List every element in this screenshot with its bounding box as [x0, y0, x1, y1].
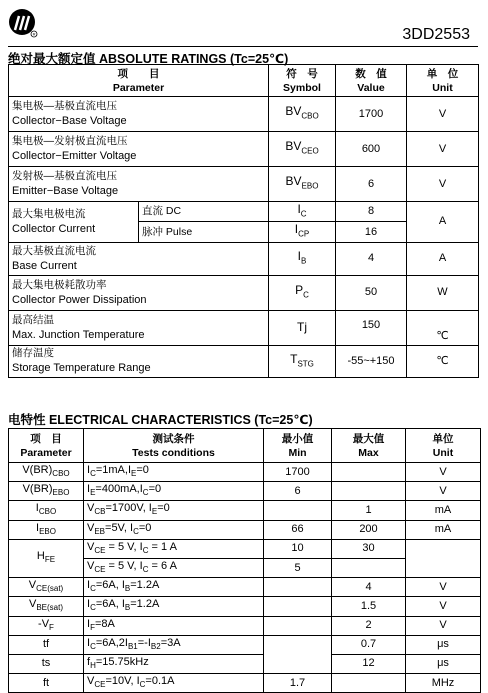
abs-param: 集电极—发射极直流电压 Collector−Emitter Voltage — [9, 132, 269, 167]
elec-min — [264, 635, 332, 673]
elec-row — [9, 578, 481, 597]
elec-char-table — [8, 428, 481, 693]
abs-param: 集电极—基极直流电压 Collector−Base Voltage — [9, 97, 269, 132]
abs-unit: A — [407, 242, 479, 275]
abs-row — [9, 97, 479, 132]
elec-unit: μs — [406, 654, 481, 673]
abs-value: 4 — [336, 242, 407, 275]
elec-max — [332, 674, 406, 693]
abs-ic-dc-label: 直流 DC — [139, 202, 269, 222]
abs-unit: V — [407, 132, 479, 167]
abs-row-tstg — [9, 345, 479, 377]
abs-row — [9, 132, 479, 167]
elec-row-tf — [9, 635, 481, 654]
elec-row — [9, 520, 481, 539]
elec-max — [332, 558, 406, 577]
abs-value: 600 — [336, 132, 407, 167]
elec-unit: V — [406, 616, 481, 635]
elec-max: 1.5 — [332, 597, 406, 616]
elec-max: 4 — [332, 578, 406, 597]
abs-value: 8 — [336, 202, 407, 222]
abs-h-unit: 单 位 Unit — [407, 65, 479, 97]
abs-value: 50 — [336, 275, 407, 310]
abs-symbol: $I_{CP}$ — [269, 222, 336, 242]
elec-param: $V(BR)_{EBO}$ — [9, 482, 84, 501]
elec-min — [264, 616, 332, 635]
abs-unit: V — [407, 167, 479, 202]
abs-value: 150 — [336, 310, 407, 345]
elec-min: 5 — [264, 558, 332, 577]
abs-unit: ℃ — [407, 310, 479, 345]
elec-max: 30 — [332, 539, 406, 558]
abs-h-value: 数 值 Value — [336, 65, 407, 97]
abs-section-title: 绝对最大额定值 ABSOLUTE RATINGS (Tc=25℃) — [8, 52, 289, 66]
elec-row-ft — [9, 674, 481, 693]
elec-cond: $V_{EB}=5V$, $I_C=0$ — [84, 520, 264, 539]
elec-unit: μs — [406, 635, 481, 654]
elec-cond: $f_H=15.75kHz$ — [84, 654, 264, 673]
elec-min — [264, 597, 332, 616]
elec-cond: $V_{CE}=10V$, $I_C=0.1A$ — [84, 674, 264, 693]
elec-min: 1.7 — [264, 674, 332, 693]
elec-min: 66 — [264, 520, 332, 539]
elec-h-unit: 单位 Unit — [406, 429, 481, 463]
elec-h-max: 最大值 Max — [332, 429, 406, 463]
elec-row — [9, 616, 481, 635]
abs-symbol: Tj — [269, 310, 336, 345]
abs-unit: ℃ — [407, 345, 479, 377]
part-number: 3DD2553 — [402, 26, 470, 43]
elec-cond: $V_{CE} = 5$ V, $I_C = 6$ A — [84, 558, 264, 577]
abs-h-param: 项 目 Parameter — [9, 65, 269, 97]
svg-text:R: R — [32, 31, 36, 37]
elec-cond: $I_C=1mA,I_E=0$ — [84, 463, 264, 482]
elec-max: 2 — [332, 616, 406, 635]
abs-ic-pulse-label: 脉冲 Pulse — [139, 222, 269, 242]
elec-param: $I_{CBO}$ — [9, 501, 84, 520]
elec-max — [332, 463, 406, 482]
elec-h-min: 最小值 Min — [264, 429, 332, 463]
elec-section-title: 电特性 ELECTRICAL CHARACTERISTICS (Tc=25℃) — [8, 413, 313, 427]
elec-row — [9, 482, 481, 501]
abs-param: 发射极—基极直流电压 Emitter−Base Voltage — [9, 167, 269, 202]
abs-row — [9, 242, 479, 275]
abs-row — [9, 167, 479, 202]
elec-row — [9, 463, 481, 482]
elec-row — [9, 501, 481, 520]
elec-row-ts — [9, 654, 481, 673]
company-logo — [8, 8, 38, 38]
elec-cond: $I_C=6A$, $I_B=1.2A$ — [84, 597, 264, 616]
elec-param: ts — [9, 654, 84, 673]
elec-row — [9, 597, 481, 616]
abs-value: 1700 — [336, 97, 407, 132]
elec-min: 6 — [264, 482, 332, 501]
abs-param: 最大集电极耗散功率 Collector Power Dissipation — [9, 275, 269, 310]
elec-header-row — [9, 429, 481, 463]
elec-cond: $I_E=400mA,I_C=0$ — [84, 482, 264, 501]
elec-h-cond: 测试条件 Tests conditions — [84, 429, 264, 463]
elec-cond: $V_{CB}=1700V$, $I_E=0$ — [84, 501, 264, 520]
abs-h-symbol: 符 号 Symbol — [269, 65, 336, 97]
abs-symbol: $T_{STG}$ — [269, 345, 336, 377]
elec-param: ft — [9, 674, 84, 693]
abs-unit: W — [407, 275, 479, 310]
abs-param: 最大基极直流电流 Base Current — [9, 242, 269, 275]
elec-min — [264, 578, 332, 597]
abs-param: 最高结温 Max. Junction Temperature — [9, 310, 269, 345]
elec-row-hfe-1 — [9, 539, 481, 558]
abs-value: -55~+150 — [336, 345, 407, 377]
elec-param: $V_{CE(sat)}$ — [9, 578, 84, 597]
elec-param: $V(BR)_{CBO}$ — [9, 463, 84, 482]
elec-cond: $I_C=6A,2I_{B1}=-I_{B2}=3A$ — [84, 635, 264, 654]
elec-unit: mA — [406, 520, 481, 539]
abs-row-ic-dc — [9, 202, 479, 222]
abs-value: 16 — [336, 222, 407, 242]
abs-symbol: $BV_{EBO}$ — [269, 167, 336, 202]
abs-symbol: $I_C$ — [269, 202, 336, 222]
abs-value: 6 — [336, 167, 407, 202]
elec-unit: mA — [406, 501, 481, 520]
abs-row — [9, 275, 479, 310]
elec-unit: V — [406, 463, 481, 482]
elec-param: $I_{EBO}$ — [9, 520, 84, 539]
elec-max: 0.7 — [332, 635, 406, 654]
elec-max: 200 — [332, 520, 406, 539]
elec-min: 10 — [264, 539, 332, 558]
elec-param: tf — [9, 635, 84, 654]
elec-unit: V — [406, 482, 481, 501]
elec-max: 1 — [332, 501, 406, 520]
elec-param: $V_{BE(sat)}$ — [9, 597, 84, 616]
elec-h-param: 项 目 Parameter — [9, 429, 84, 463]
abs-unit: V — [407, 97, 479, 132]
elec-cond: $I_C=6A$, $I_B=1.2A$ — [84, 578, 264, 597]
elec-unit: MHz — [406, 674, 481, 693]
abs-symbol: $P_C$ — [269, 275, 336, 310]
abs-symbol: $BV_{CEO}$ — [269, 132, 336, 167]
abs-ratings-table — [8, 64, 479, 378]
abs-param: 最大集电极电流 Collector Current — [9, 202, 139, 243]
abs-header-row — [9, 65, 479, 97]
elec-max — [332, 482, 406, 501]
elec-cond: $V_{CE} = 5$ V, $I_C = 1$ A — [84, 539, 264, 558]
elec-unit: V — [406, 578, 481, 597]
abs-param: 储存温度 Storage Temperature Range — [9, 345, 269, 377]
elec-cond: $I_F=8A$ — [84, 616, 264, 635]
elec-unit: V — [406, 597, 481, 616]
elec-min — [264, 501, 332, 520]
abs-unit: A — [407, 202, 479, 243]
elec-param: $-V_F$ — [9, 616, 84, 635]
elec-unit — [406, 539, 481, 577]
elec-param: $H_{FE}$ — [9, 539, 84, 577]
header-divider — [8, 46, 478, 47]
abs-symbol: $I_B$ — [269, 242, 336, 275]
abs-row-tj — [9, 310, 479, 345]
elec-max: 12 — [332, 654, 406, 673]
abs-symbol: $BV_{CBO}$ — [269, 97, 336, 132]
elec-min: 1700 — [264, 463, 332, 482]
